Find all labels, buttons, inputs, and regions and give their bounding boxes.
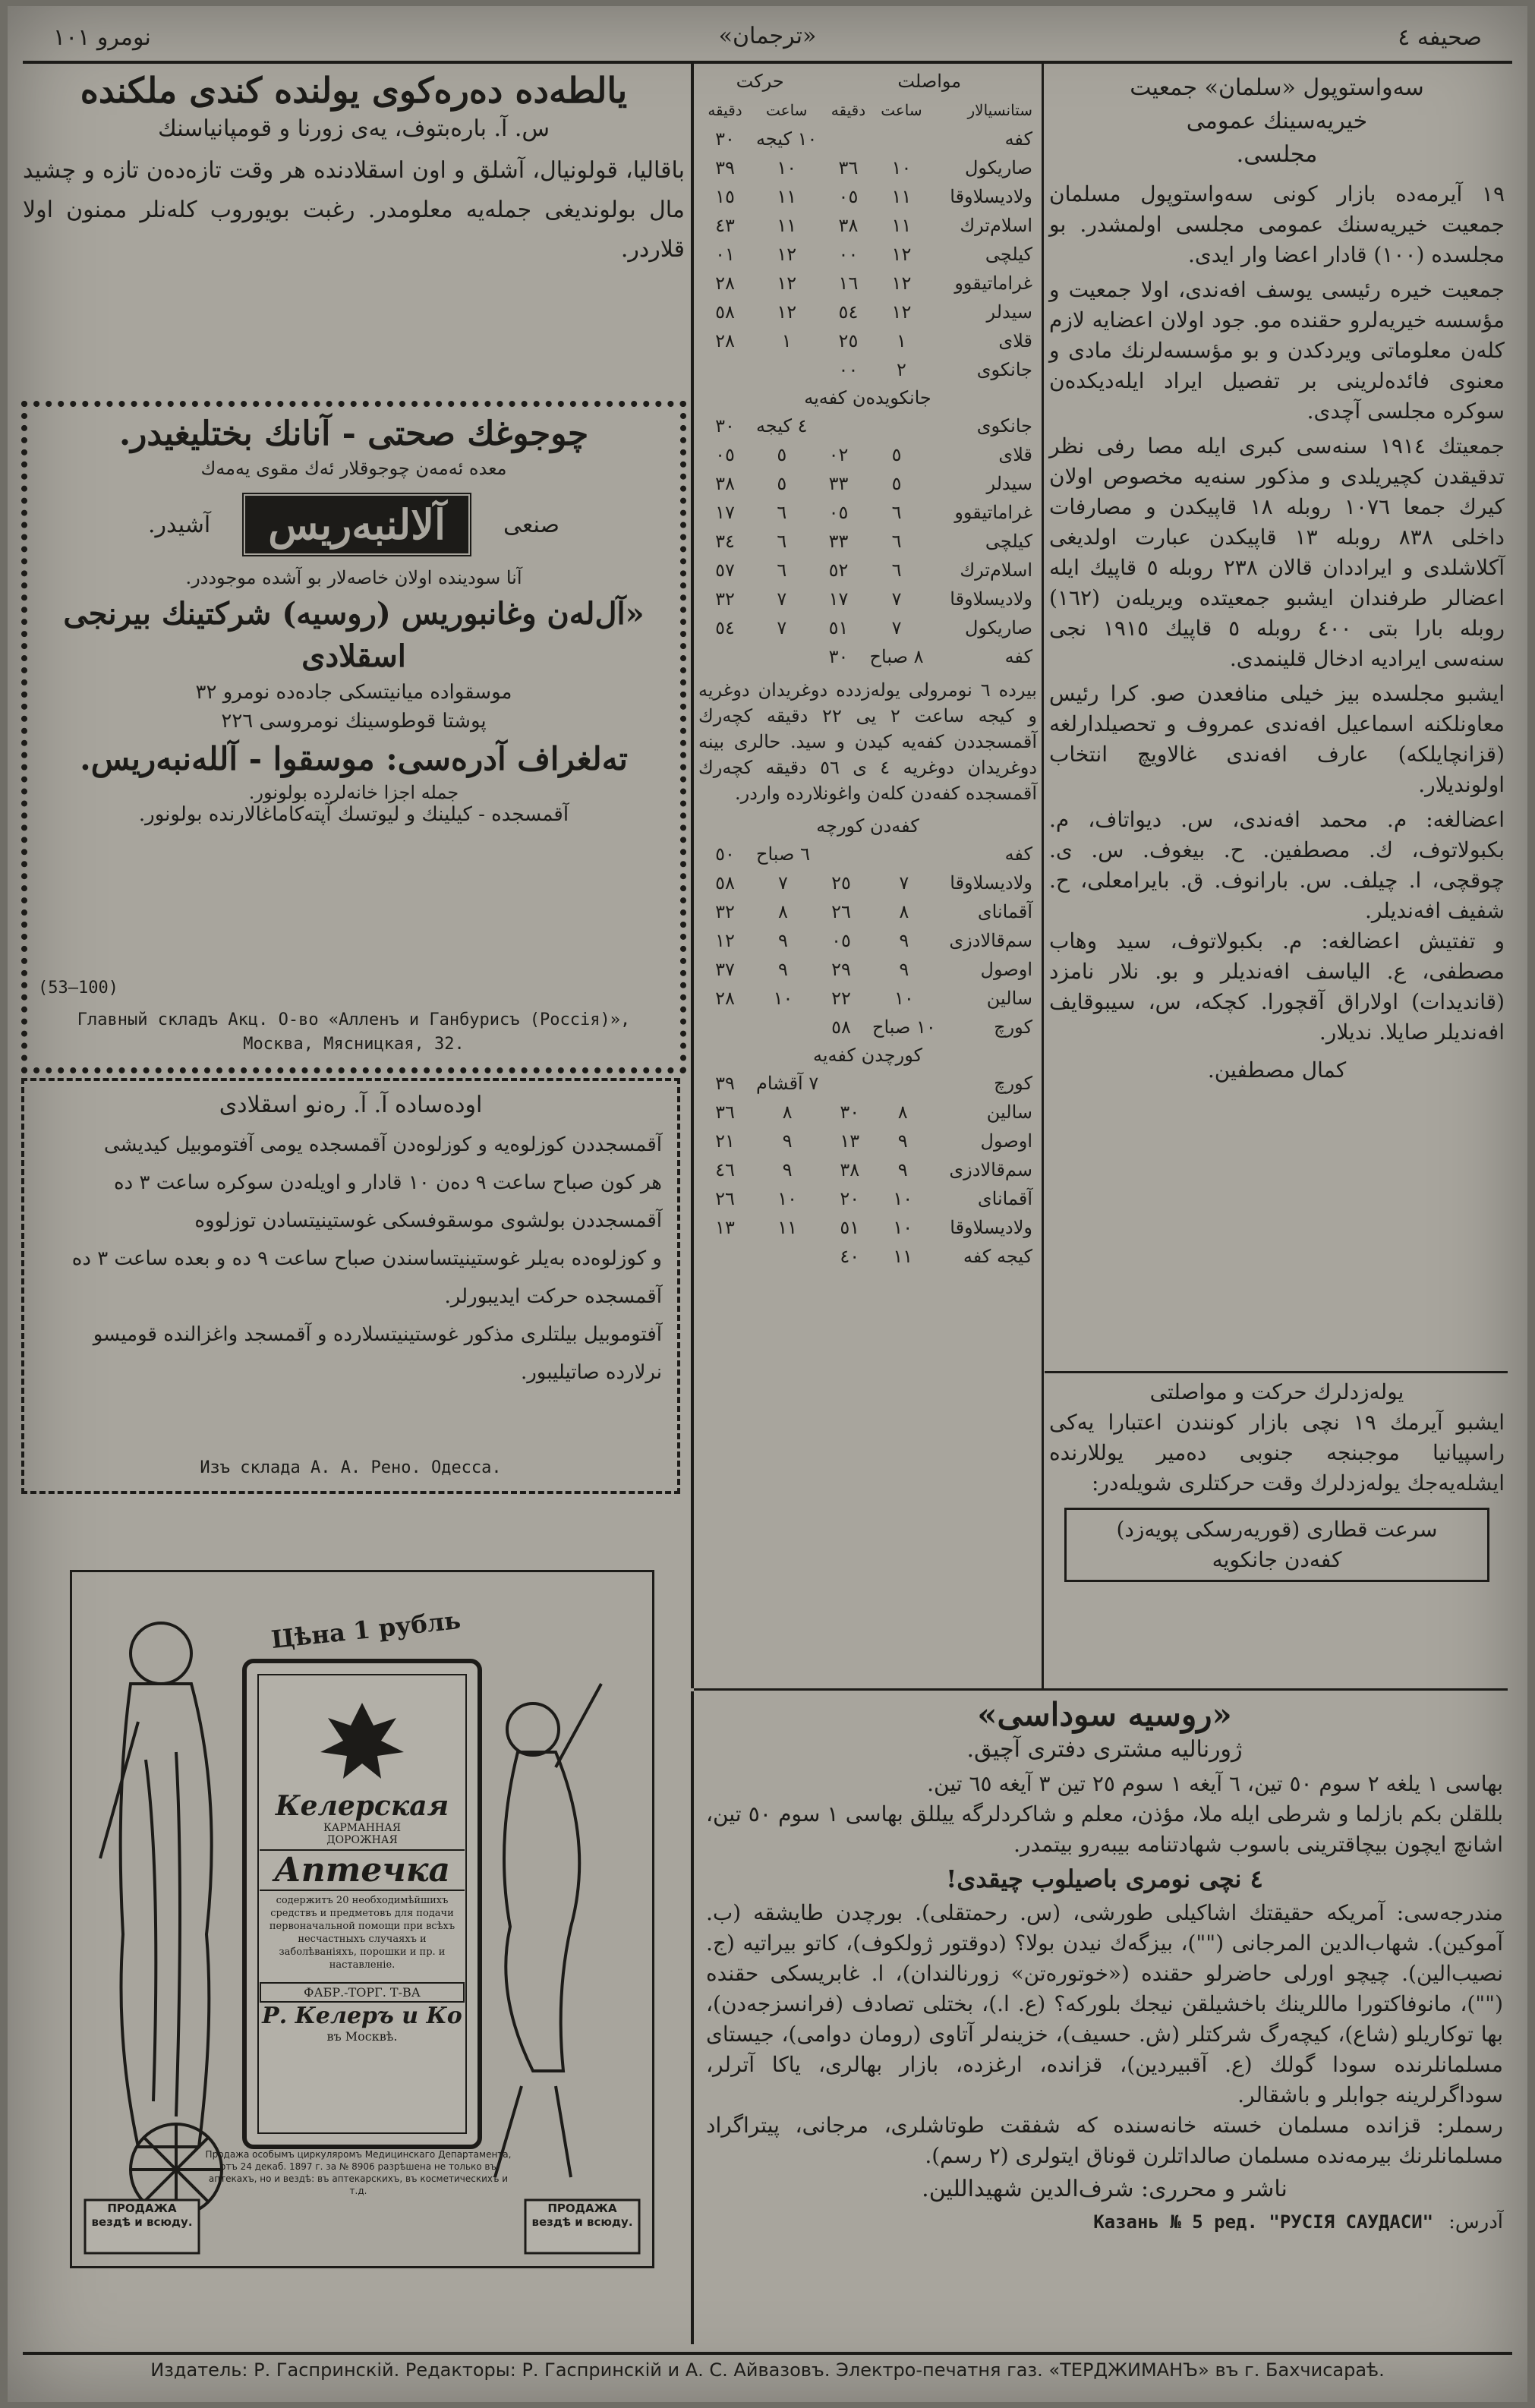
brand-prefix: صنعی (503, 511, 560, 538)
schedule-row (698, 153, 1037, 182)
schedule-row (698, 1184, 1037, 1213)
time-cell: ٤٦ (715, 1159, 735, 1180)
time-cell: ٢٨ (715, 988, 735, 1009)
schedule-row (698, 613, 1037, 642)
schedule-row (698, 585, 1037, 613)
time-cell: ٠٥ (828, 502, 849, 523)
schedule-row (698, 240, 1037, 269)
poster-price: Цѣна 1 рубль (269, 1606, 462, 1654)
brand-suffix: آشيدر. (147, 511, 211, 538)
time-cell: ١٣ (715, 1217, 735, 1238)
schedule-row (698, 1069, 1037, 1098)
time-cell: ٩ (899, 959, 909, 980)
section-title: جانكويدەن كفەيه (804, 387, 931, 408)
time-cell: ١٠ (891, 157, 912, 178)
retail-line: آقمسجده - كيلينك و ليوتسك آپتەكاماغالارنده بولونور. (138, 803, 569, 826)
discount-line: بللقلن بكم بازلما و شرطی ايله ملا، مؤذن، معلم و شاكردلرگه ييللق بهاسی ١ سوم ٥٠ تين، اشانچ ايچون بيچاقترينی باسوب شهادتنامه بيبەرو بيتمدر. (706, 1801, 1504, 1857)
schedule-row (698, 840, 1037, 868)
time-cell (823, 1069, 876, 1098)
time-cell: ١٣ (840, 1130, 860, 1152)
time-cell: ٣٧ (715, 959, 735, 980)
time-cell: ٤ كيجه (756, 415, 808, 437)
apteka-poster (70, 1570, 654, 2268)
section-title: كورچدن كفەيه (812, 1045, 923, 1066)
time-cell (752, 642, 812, 671)
time-cell: ٢ (896, 359, 906, 380)
article-paragraph: ١٩ آيرمەده بازار كونی سەواستوپول مسلمان جمعيت خيريەسنك عمومی مجلسی اولمشدر. بو مجلسده (١٠٠) قادار اعضا وار ايدی. (1049, 181, 1505, 267)
time-cell: ٩ (897, 1130, 908, 1152)
time-cell: ٥٠ (715, 843, 735, 865)
russia-sudasi-article (706, 1696, 1503, 2234)
time-cell: ٥١ (828, 617, 849, 638)
time-cell: ٢٥ (838, 330, 859, 351)
time-cell: ١٢ (891, 273, 912, 294)
column-rule-right (1042, 64, 1044, 1688)
ad-line: هر كون صباح ساعت ٩ دەن ١٠ قادار و اويلەدن سوكره ساعت ٣ ده (114, 1171, 662, 1194)
time-cell: ٥٨ (831, 1016, 851, 1038)
schedule-row (698, 211, 1037, 240)
article-paragraph: جمعيت خيره رئيسی يوسف افەندی، اولا جمعيت و مؤسسه خيريەلرو حقنده مو. جود اولان اعضايه لازم كلەن معلوماتی ويردكدن و بو مؤسسەلرنك مادی و معنوی فائدەلرينی بر تفصيل ايراد ايلەديكدەن سوكره مجلسی آچدی. (1049, 277, 1505, 424)
time-cell: ١٧ (715, 502, 735, 523)
schedule-row (698, 411, 1037, 440)
schedule-row (698, 955, 1037, 984)
station-name: اسلام‌ترك (960, 559, 1032, 581)
header-rule (23, 61, 1512, 64)
article-paragraph: ايشبو مجلسده بيز خيلی منافعدن صو. كرا رئيس معاونلكنه اسماعيل افەندی عمروف و تحصيلدارلغه (قزانچايلكه) عارف افەندی غالاويچ انتخاب اولونديلار. (1049, 681, 1505, 797)
time-cell: ٥ (777, 444, 787, 465)
schedule-row (698, 269, 1037, 298)
time-cell: ١١ (891, 186, 912, 207)
col-minute: دقيقه (708, 101, 742, 119)
schedule-table-2 (698, 411, 1037, 671)
time-cell: ١٦ (838, 273, 859, 294)
time-cell: ٧ (899, 872, 909, 894)
trains-notice (1049, 1377, 1505, 1591)
page-number: صحيفه ٤ (1398, 24, 1482, 51)
schedule-row (698, 1098, 1037, 1127)
poster-sale-right: ПРОДАЖА вездѣ и всюду. (531, 2202, 633, 2229)
time-cell (698, 1242, 752, 1271)
page-header (23, 14, 1512, 59)
station-name: ولاديسلاوقا (950, 1217, 1032, 1238)
time-cell: ٣٠ (840, 1102, 860, 1123)
auto-ad (21, 1078, 680, 1494)
time-cell: ١٠ (773, 988, 793, 1009)
poster-company: Р. Келеръ и Ко (262, 2003, 462, 2029)
schedule-row (698, 182, 1037, 211)
schedule-table-1 (698, 67, 1037, 384)
time-cell: ٢٠ (840, 1188, 860, 1209)
time-cell: ٦ (891, 502, 902, 523)
time-cell: ٩ (778, 959, 788, 980)
time-cell: ٨ (782, 1102, 793, 1123)
station-name: سم‌قالادزی (949, 930, 1032, 951)
station-name: آقمانای (977, 1188, 1032, 1209)
schedule-table-4 (698, 1069, 1037, 1271)
time-cell: ٤٠ (840, 1246, 860, 1267)
time-cell: ٣٩ (715, 157, 735, 178)
poster-city: въ Москвѣ. (326, 2029, 398, 2044)
time-cell: ١٠ كيجه (756, 128, 818, 150)
time-cell: ٦ (777, 502, 787, 523)
station-name: قلای (998, 330, 1032, 351)
time-cell: ٥ (777, 473, 787, 494)
header-departure: حركت (736, 71, 784, 92)
time-cell: ٢٦ (831, 901, 851, 922)
imprint-footer: Издатель: Р. Гаспринскій. Редакторы: Р. Гаспринскій и А. С. Айвазовъ. Электро-печатня газ. «ТЕРДЖИМАНЪ» въ г. Бахчисараѣ. (150, 2359, 1385, 2381)
yalta-ad (23, 70, 685, 269)
time-cell: ١ (896, 330, 906, 351)
ad-title: چوجوغك صحتی - آنانك بختليغيدر. (118, 414, 589, 453)
time-cell: ٣٣ (828, 473, 849, 494)
time-cell (875, 124, 928, 153)
time-cell (868, 840, 941, 868)
divider (1045, 1371, 1508, 1373)
time-cell: ٢١ (715, 1130, 735, 1152)
time-cell: ٦ (777, 531, 787, 552)
schedule-row (698, 1242, 1037, 1271)
time-cell: ١٢ (777, 244, 797, 265)
header-arrival: مواصلت (897, 71, 962, 92)
time-cell: ٥٨ (715, 301, 735, 323)
schedule-row (698, 1127, 1037, 1155)
time-cell: ٣٩ (715, 1073, 735, 1094)
schedule-row (698, 926, 1037, 955)
time-cell: ١١ (777, 215, 797, 236)
time-cell: ١٢ (777, 273, 797, 294)
article-signature: كمال مصطفين. (1207, 1057, 1347, 1083)
schedule-row (698, 469, 1037, 498)
train-schedule (698, 67, 1037, 1271)
divider (694, 1688, 1508, 1691)
time-cell: ٣٠ (715, 415, 735, 437)
notice-text: ايشبو آيرمك ١٩ نچی بازار كونندن اعتبارا يەكی راسپيانيا موجبنجه جنوبی دەمير يوللارنده ايشلەيەجك يولەزدلرك وقت حركتلری شويلەدر: (1049, 1410, 1505, 1496)
time-cell: ٣٦ (838, 157, 859, 178)
station-name: قلای (998, 444, 1032, 465)
station-name: سم‌قالادزی (949, 1159, 1032, 1180)
schedule-row (698, 355, 1037, 384)
time-cell: ٠٠ (838, 244, 859, 265)
time-cell (812, 411, 865, 440)
price-line: بهاسی ١ يلغه ٢ سوم ٥٠ تين، ٦ آيغه ١ سوم ٢٥ تين ٣ آيغه ٦٥ تين. (927, 1771, 1503, 1796)
station-name: سالين (986, 988, 1032, 1009)
brand-stamp: آلالنبەريس (241, 491, 473, 558)
time-cell: ٥٤ (838, 301, 859, 323)
time-cell: ٧ آقشام (756, 1073, 819, 1094)
schedule-row (698, 868, 1037, 897)
time-cell (698, 355, 752, 384)
time-cell: ٨ (899, 901, 909, 922)
ad-line: آفتوموبيل بيلتلری مذكور غوستينيتسلارده و آقمسجد واغزالنده قوميسو (93, 1323, 662, 1346)
schedule-row (698, 498, 1037, 527)
time-cell: ١٢ (777, 301, 797, 323)
col-minute: دقيقه (831, 101, 866, 119)
poster-brand: Келерская (275, 1790, 449, 1822)
station-name: اوصول (980, 959, 1032, 980)
time-cell: ٧ (777, 617, 787, 638)
col-station: ستانسيالار (967, 101, 1032, 119)
ad-line: نرلارده صاتيليبور. (520, 1361, 662, 1384)
schedule-note: بيرده ٦ نومرولی يولەزدده دوغريدان دوغريه و كيجه ساعت ٢ يی ٢٢ دقيقه كچەرك آقمسجددن كفەيه كيدن و سيد. حالری بينه دوغريدان دوغريه ٤ ی ٥٦ دقيقه كچەرك آقمسجده كفەدن كلەن واغونلارده واردر. (698, 679, 1038, 804)
time-cell: ٢٢ (831, 988, 851, 1009)
col-hour: ساعت (766, 101, 808, 119)
time-cell: ٣٠ (715, 128, 735, 150)
column-rule-bottom (691, 1691, 694, 2344)
express-box: سرعت قطاری (قوريەرسكی پويەزد) كفەدن جانكويه (1064, 1508, 1489, 1582)
ad-subtitle: معده ئەمەن چوجوقلار ئەك مقوی يەمەك (200, 458, 507, 479)
time-cell (698, 1013, 752, 1042)
schedule-row (698, 1013, 1037, 1042)
audit-list: م. بكبولاتوف، سيد وهاب مصطفی، ع. الياسف افەندیلر و بو. نلار نامزد (قانديدات) اولاراق آقچورا. كچكه، س، سيبوقايف افەندیلر صايلا. ندیلار. (1049, 928, 1505, 1045)
time-cell: ٠٥ (831, 930, 851, 951)
time-cell: ١٢ (715, 930, 735, 951)
ad-title: اودەساده آ. آ. رەنو اسقلادی (219, 1092, 483, 1118)
time-cell: ٦ (891, 559, 902, 581)
address-russian: Казань № 5 ред. "РУСІЯ САУДАСИ" (1093, 2211, 1434, 2233)
time-cell: ٠١ (715, 244, 735, 265)
sevastopol-article (1049, 71, 1505, 1086)
issue-line: ٤ نچی نومری باصيلوب چيقدی! (946, 1864, 1263, 1893)
time-cell: ٣٨ (840, 1159, 860, 1180)
station-name: اسلام‌ترك (960, 215, 1032, 236)
time-cell: ٣٤ (715, 531, 735, 552)
time-cell: ٩ (778, 930, 788, 951)
schedule-row (698, 1213, 1037, 1242)
time-cell: ٠٥ (715, 444, 735, 465)
schedule-row (698, 642, 1037, 671)
footer-rule (23, 2352, 1512, 2355)
station-name: صاريكول (964, 617, 1032, 638)
time-cell (752, 1013, 815, 1042)
schedule-row (698, 1155, 1037, 1184)
time-cell: ٢٨ (715, 273, 735, 294)
time-cell: ٧ (778, 872, 788, 894)
time-cell: ٦ (891, 531, 902, 552)
ad-subtitle: س. آ. بارەبتوف، يەی زورنا و قومپانياسنك (157, 115, 550, 142)
time-cell: ١٢ (891, 244, 912, 265)
schedule-row (698, 326, 1037, 355)
ad-line: آقمسجددن كوزلوەيە و كوزلوەدن آقمسجده يومی آفتوموبيل كيديشی (103, 1133, 662, 1156)
time-cell: ٥١ (840, 1217, 860, 1238)
issue-number: نومرو ١٠١ (53, 24, 151, 51)
time-cell: ٥٢ (828, 559, 849, 581)
time-cell: ٠٢ (828, 444, 849, 465)
ad-text: باقاليا، قولونيال، آشلق و اون اسقلادنده هر وقت تازەدەن تازه و چشيد مال بولونديغی جملەيه معلومدر. رغبت بويوروب كلەنلر ممنون اولا قلاردر. (23, 157, 685, 263)
article-title: سەواستوپول «سلمان» جمعيت خيريەسينك عمومی مجلسی. (1130, 74, 1424, 168)
station-name: كفه (1004, 843, 1032, 865)
time-cell: ٣٣ (828, 531, 849, 552)
station-name: غراماتيقوو (954, 273, 1032, 294)
schedule-row (698, 527, 1037, 556)
time-cell: ١٠ (777, 1188, 798, 1209)
time-cell: ٩ (897, 1159, 908, 1180)
poster-note: Продажа особымъ циркуляромъ Медицинскаго Департамента, отъ 24 декаб. 1897 г. за № 8906 разрѣшена не только въ аптекахъ, но и вездѣ: въ аптекарскихъ, въ косметическихъ и т.д. (205, 2149, 512, 2196)
poster-sub: ДОРОЖНАЯ (326, 1834, 398, 1846)
station-name: سيدلر (986, 473, 1032, 494)
station-name: اوصول (980, 1130, 1032, 1152)
schedule-table-3 (698, 840, 1037, 1042)
ad-title: يالطەده دەرەكوی يولنده كندی ملكنده (80, 70, 628, 111)
time-cell (752, 355, 821, 384)
newspaper-page (8, 6, 1527, 2402)
station-name: ولاديسلاوقا (950, 872, 1032, 894)
pictures: رسملر: قزانده مسلمان خسته خانەسنده كه شفقت طوتاشلری، مرجانی، پيتراگراد مسلمانلرنك بيرمەنده مسلمان صالداتلرن قوناق ايتولری (٢ رسم). (706, 2113, 1503, 2168)
time-cell: ٨ صباح (869, 646, 924, 667)
poster-sale-left: ПРОДАЖА вездѣ и всюду. (91, 2202, 193, 2229)
section-title: كفەدن كورچه (816, 815, 919, 837)
station-name: جانكوی (976, 415, 1032, 437)
time-cell: ١١ (777, 186, 797, 207)
time-cell: ٢٩ (831, 959, 851, 980)
article-paragraph: جمعيتك ١٩١٤ سنەسی كبرى ايله مصا رفی نظر تدقيقدن كچيريلدی و مذكور سنەيە مخصوص اولان كيرك جمعا ١٠٧٦ روبله ١٨ قاپيكدن و مصارفات داخلی ٨٣٨ روبله ١٣ قاپيكدن عبارت اولديغی آكلاشلدی و ايراددان قالان ٢٣٨ روبله ٥ قاپيك ايله اعضالر طرفندان ايشبو جمعيتده ويريلەن (١٦٢) روبله بارا بتی ٤٠٠ روبله ٥ قاپيك ١٩١٥ نجی سنەسی ايراديه ادخال قلينمدی. (1049, 433, 1505, 671)
schedule-row (698, 298, 1037, 326)
address-line: پوشتا قوطوسينك نومروسی ٢٢٦ (221, 710, 487, 733)
time-cell: ١٠ صباح (872, 1016, 936, 1038)
station-name: غراماتيقوو (954, 502, 1032, 523)
time-cell (865, 411, 928, 440)
time-cell: ٤٣ (715, 215, 735, 236)
ad-russian: Главный складъ Акц. О-во «Алленъ и Ганбурисъ (Россія)», Москва, Мясницкая, 32. (77, 1010, 631, 1054)
time-cell: ٧ (891, 588, 902, 610)
ad-line: و كوزلوەدە بەيلر غوستينيتساسندن صباح ساعت ٩ ده و بعده ساعت ٣ ده (71, 1247, 662, 1270)
telegraph-address: تەلغراف آدرەسی: موسقوا - آللەنبەريس. (80, 740, 628, 777)
time-cell: ٣٦ (715, 1102, 735, 1123)
time-cell: ١٥ (715, 186, 735, 207)
station-name: جانكوی (976, 359, 1032, 380)
time-cell: ٨ (897, 1102, 908, 1123)
station-name: آقمانای (977, 901, 1032, 922)
time-cell: ٦ (777, 559, 787, 581)
time-cell: ١٠ (777, 157, 797, 178)
poster-factory: ФАБР.-ТОРГ. Т-ВА (260, 1982, 465, 2003)
time-cell: ٥ (891, 444, 902, 465)
time-cell (876, 1069, 929, 1098)
time-cell: ٩ (782, 1130, 793, 1152)
time-cell: ١١ (777, 1217, 798, 1238)
station-name: كورچ (994, 1016, 1032, 1038)
schedule-row (698, 556, 1037, 585)
station-name: كيلچی (985, 244, 1032, 265)
time-cell: ٣٠ (828, 646, 849, 667)
poster-main: Аптечка (260, 1849, 465, 1891)
time-cell: ٧ (891, 617, 902, 638)
article-title: «روسيه سوداسی» (977, 1696, 1232, 1733)
company-name: «آل‌لەن وغانبوريس (روسيه) شركتينك بيرنجی اسقلادی (63, 596, 645, 674)
ad-code: (53—100) (38, 979, 118, 998)
schedule-row (698, 440, 1037, 469)
time-cell: ٣٨ (715, 473, 735, 494)
time-cell: ١١ (893, 1246, 913, 1267)
notice-title: يولەزدلرك حركت و مواصلتی (1149, 1379, 1404, 1404)
allen-ad (21, 401, 686, 1073)
time-cell (698, 642, 752, 671)
station-name: كيلچی (985, 531, 1032, 552)
station-name: كفه (1004, 128, 1032, 150)
station-name: سيدلر (986, 301, 1032, 323)
time-cell (821, 124, 875, 153)
time-cell: ٩ (782, 1159, 793, 1180)
ad-line: آقمسجده حركت ايديبورلر. (444, 1285, 662, 1308)
time-cell: ٢٥ (831, 872, 851, 894)
time-cell: ١٠ (893, 1217, 913, 1238)
time-cell: ٥٤ (715, 617, 735, 638)
col-hour: ساعت (881, 101, 922, 119)
article-subtitle: ژورناليه مشتری دفتری آچيق. (966, 1736, 1243, 1763)
time-cell: ٧ (777, 588, 787, 610)
schedule-row (698, 984, 1037, 1013)
time-cell (752, 1242, 823, 1271)
time-cell (815, 840, 868, 868)
address-label: آدرس: (1448, 2211, 1503, 2233)
ad-line: آقمسجددن بولشوی موسقوفسكی غوستينيتسادن توزلووه (194, 1209, 662, 1232)
time-cell: ١٠ (894, 988, 914, 1009)
time-cell: ٣٢ (715, 901, 735, 922)
time-cell: ٢٨ (715, 330, 735, 351)
poster-sub: КАРМАННАЯ (323, 1822, 402, 1834)
contents: مندرجەسی: آمريكه حقيقتك اشاكيلی طورشی، (س. رحمتقلی). بورچدن طايشقه (ب. آموكين). شهاب‌الدين المرجانی ("")، بيزگەك نيدن بولا؟ (دوقتور ژولكوف)، كاتو بيراتيه (ج. نصيب‌الين). چيچو اورلی حاضرلو حقنده («خوتوره‌تن» زورنالندان)، ا. غابريسكی حقنده ("")، مانوفاكتورا ماللرينك باخشيلقن نيجك بلوركه؟ (ع. ا.)، بختلی تصادف (فرانسزجه‌دن)، بها تو‌كاريلو (شاع)، كيچەرگ شركتلر (ش. حسيف)، خزينه‌لر آتاوی (رومان دوامی)، جيستای مسلمانلرنده سودا گولك (ع. آقبيردين)، قزانده، ارغزده، بازار بهالری، ياكا آترلر، سوداگرلرينه جوابلر و باشقالر. (706, 1900, 1503, 2107)
station-name: ولاديسلاوقا (950, 186, 1032, 207)
time-cell: ٠٥ (838, 186, 859, 207)
time-cell: ٥٧ (715, 559, 735, 581)
column-rule-left (691, 64, 694, 1688)
schedule-row (698, 897, 1037, 926)
time-cell: ٨ (778, 901, 788, 922)
station-name: ولاديسلاوقا (950, 588, 1032, 610)
time-cell: ١٢ (891, 301, 912, 323)
time-cell: ٣٨ (838, 215, 859, 236)
time-cell: ١ (781, 330, 792, 351)
station-name: كيجه كفه (963, 1246, 1032, 1267)
station-name: كفه (1004, 646, 1032, 667)
time-cell: ١٧ (828, 588, 849, 610)
schedule-row (698, 124, 1037, 153)
time-cell: ٥ (891, 473, 902, 494)
poster-desc: содержитъ 20 необходимѣйшихъ средствъ и предметовъ для подачи первоначальной помощи при всѣхъ несчастныхъ случаяхъ и заболѣваніяхъ, порошки и пр. и наставленіе. (269, 1895, 455, 1971)
time-cell: ٦ صباح (756, 843, 810, 865)
station-name: كورچ (994, 1073, 1032, 1094)
ad-russian: Изъ склада А. А. Рено. Одесса. (200, 1458, 502, 1477)
time-cell: ٥٨ (715, 872, 735, 894)
members-list: م. محمد افەندی، س. ديواتاف، م. بكبولاتوف، ك. مصطفين. ح. بيغوف. س. ی. چوقچی، ا. چيلف. س. بارانوف. ق. بايرامعلی، ح. شفيف افەندیلر. (1049, 807, 1505, 923)
station-name: سالين (986, 1102, 1032, 1123)
time-cell: ٢٦ (715, 1188, 735, 1209)
address-line: موسقوا‌ده ميانيتسكی جاده‌ده نومرو ٣٢ (195, 681, 512, 704)
audit-label: و تفتيش اعضالغه: (1321, 928, 1505, 953)
publisher: ناشر و محرری: شرف‌الدين شهيداللين. (922, 2176, 1288, 2202)
time-cell: ٠٠ (838, 359, 859, 380)
members-label: اعضالغه: (1426, 807, 1505, 832)
newspaper-title: «ترجمان» (718, 23, 817, 49)
retail-line: جمله اجزا خانەلرده بولونور. (248, 782, 459, 803)
time-cell: ١٠ (893, 1188, 913, 1209)
station-name: صاريكول (964, 157, 1032, 178)
ad-note: آنا سودينده اولان خاصەلار بو آشده موجوددر. (185, 567, 522, 588)
time-cell: ٣٢ (715, 588, 735, 610)
time-cell: ١١ (891, 215, 912, 236)
time-cell: ٩ (899, 930, 909, 951)
